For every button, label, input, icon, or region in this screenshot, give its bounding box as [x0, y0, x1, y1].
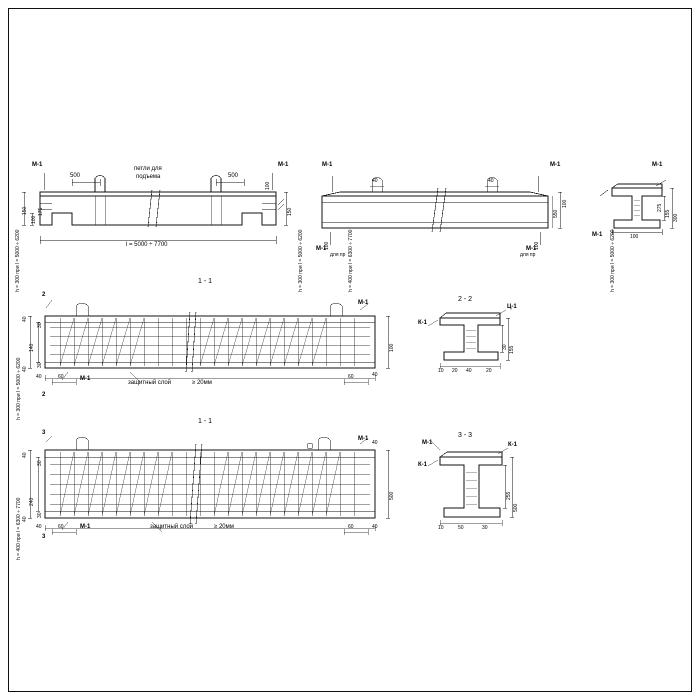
dim-length-total: l = 5000 ÷ 7700	[126, 242, 168, 248]
dim-right-150: 150	[287, 207, 293, 216]
callout-m1-mid-right: М-1	[550, 162, 561, 168]
dim-sec33-50: 50	[458, 525, 464, 531]
callout-m1-cage-upper: М-1	[358, 300, 369, 306]
dim-cage-lower-40b: 40	[22, 516, 28, 522]
dim-cage-lower-30a: 30	[37, 460, 43, 466]
dim-cage-lower-40e: 40	[372, 440, 378, 446]
dim-sec22-10: 10	[438, 368, 444, 374]
dim-cage-upper-60b: 60	[348, 374, 354, 380]
dim-sec-275: 275	[657, 203, 663, 212]
callout-m1-mid-bl: М-1	[316, 246, 327, 252]
dim-sec22-20: 20	[452, 368, 458, 374]
note-h300-right: h = 300 при l = 5000 ÷ 6200	[610, 229, 616, 292]
callout-m1-cage-lower-bottom: М-1	[80, 524, 91, 530]
dim-cage-upper-60a: 60	[58, 374, 64, 380]
dim-right-100: 100	[265, 181, 271, 190]
note-h400-mid: h = 400 при l = 6300 ÷ 7700	[348, 229, 354, 292]
title-section-3-3: 3 - 3	[458, 432, 473, 439]
callout-k1-sec33-left: К-1	[418, 462, 427, 468]
callout-m1-top-left-right: М-1	[278, 162, 289, 168]
dim-left-100: 100	[31, 215, 37, 224]
dim-sec22-155: 155	[509, 345, 515, 354]
dim-cage-lower-40d: 40	[372, 524, 378, 530]
dim-mid-550: 550	[553, 209, 559, 218]
dim-cage-lower-40a: 40	[22, 452, 28, 458]
dim-500-right: 500	[228, 173, 239, 179]
dim-cage-lower-60b: 60	[348, 524, 354, 530]
dim-cage-lower-40c: 40	[36, 524, 42, 530]
dim-cage-upper-40a: 40	[22, 316, 28, 322]
dim-sec33-255: 255	[506, 491, 512, 500]
note-h300-left: h = 300 при l = 5000 ÷ 6200	[15, 229, 21, 292]
title-section-1-1-upper: 1 - 1	[198, 278, 213, 285]
dim-sec33-10: 10	[438, 525, 444, 531]
callout-m1-cage-upper-bottom: М-1	[80, 376, 91, 382]
callout-c1-sec22: Ц-1	[507, 304, 517, 310]
dim-cage-upper-40b: 40	[22, 366, 28, 372]
mark-3-lower-top: 3	[42, 430, 46, 436]
callout-m1-cage-lower: М-1	[358, 436, 369, 442]
mark-3-lower-bottom: 3	[42, 534, 46, 540]
dim-cage-upper-100: 100	[389, 343, 395, 352]
note-loops-line1: петли для	[134, 166, 162, 172]
dim-sec-155: 155	[665, 209, 671, 218]
note-h300-cage: h = 300 при l = 5000 ÷ 6200	[16, 357, 22, 420]
note-protect-lower: защитный слой	[150, 524, 194, 530]
note-dlya-pr-right: для пр	[520, 252, 536, 258]
dim-mid-100c: 100	[534, 241, 540, 250]
callout-m1-top-left: М-1	[32, 162, 43, 168]
dim-cage-lower-60a: 60	[58, 524, 64, 530]
dim-sec33-500: 500	[513, 503, 519, 512]
dim-sec-300: 300	[673, 213, 679, 222]
dim-cage-lower-240: 240	[29, 497, 35, 506]
dim-cage-upper-30a: 30	[37, 322, 43, 328]
dim-sec22-20b: 20	[486, 368, 492, 374]
note-loops-line2: подъема	[136, 174, 161, 180]
note-protect-lower-val: ≥ 20мм	[214, 524, 234, 530]
note-dlya-pr-left: для пр	[330, 252, 346, 258]
callout-m1-sec-right: М-1	[652, 162, 663, 168]
dim-cage-upper-30b: 30	[37, 362, 43, 368]
dim-sec-100: 100	[630, 234, 639, 240]
callout-k1-sec33-right: К-1	[508, 442, 517, 448]
callout-m1-mid-left: М-1	[322, 162, 333, 168]
dim-cage-upper-140: 140	[29, 343, 35, 352]
mark-2-upper-left: 2	[42, 292, 46, 298]
callout-m1-sec33: М-1	[422, 440, 433, 446]
title-section-2-2: 2 - 2	[458, 296, 473, 303]
dim-left-150: 150	[22, 206, 28, 215]
dim-40-mid-left: 40	[372, 178, 378, 184]
dim-mid-100: 100	[562, 199, 568, 208]
callout-k1-sec22-left: К-1	[418, 320, 427, 326]
dim-500-left: 500	[70, 173, 81, 179]
dim-cage-lower-30b: 30	[37, 512, 43, 518]
dim-cage-upper-40c: 40	[372, 372, 378, 378]
note-h400-cage: h = 400 при l = 6300 ÷ 7700	[16, 497, 22, 560]
dim-cage-lower-500: 500	[389, 491, 395, 500]
dim-left-175: 175	[38, 207, 44, 216]
dim-40-mid-right: 40	[488, 178, 494, 184]
callout-m1-sec-right-b: М-1	[592, 232, 603, 238]
title-section-1-1-lower: 1 - 1	[198, 418, 213, 425]
mark-2-upper-bottom: 2	[42, 392, 46, 398]
callout-m1-mid-br: М-1	[526, 246, 537, 252]
dim-mid-100b: 100	[324, 241, 330, 250]
dim-sec33-30: 30	[482, 525, 488, 531]
dim-sec22-40: 40	[466, 368, 472, 374]
dim-sec22-30: 30	[502, 344, 508, 350]
note-h300-mid: h = 300 при l = 5000 ÷ 6200	[298, 229, 304, 292]
dim-cage-upper-40d: 40	[36, 374, 42, 380]
note-protect-upper: защитный слой	[128, 380, 172, 386]
note-protect-upper-val: ≥ 20мм	[192, 380, 212, 386]
